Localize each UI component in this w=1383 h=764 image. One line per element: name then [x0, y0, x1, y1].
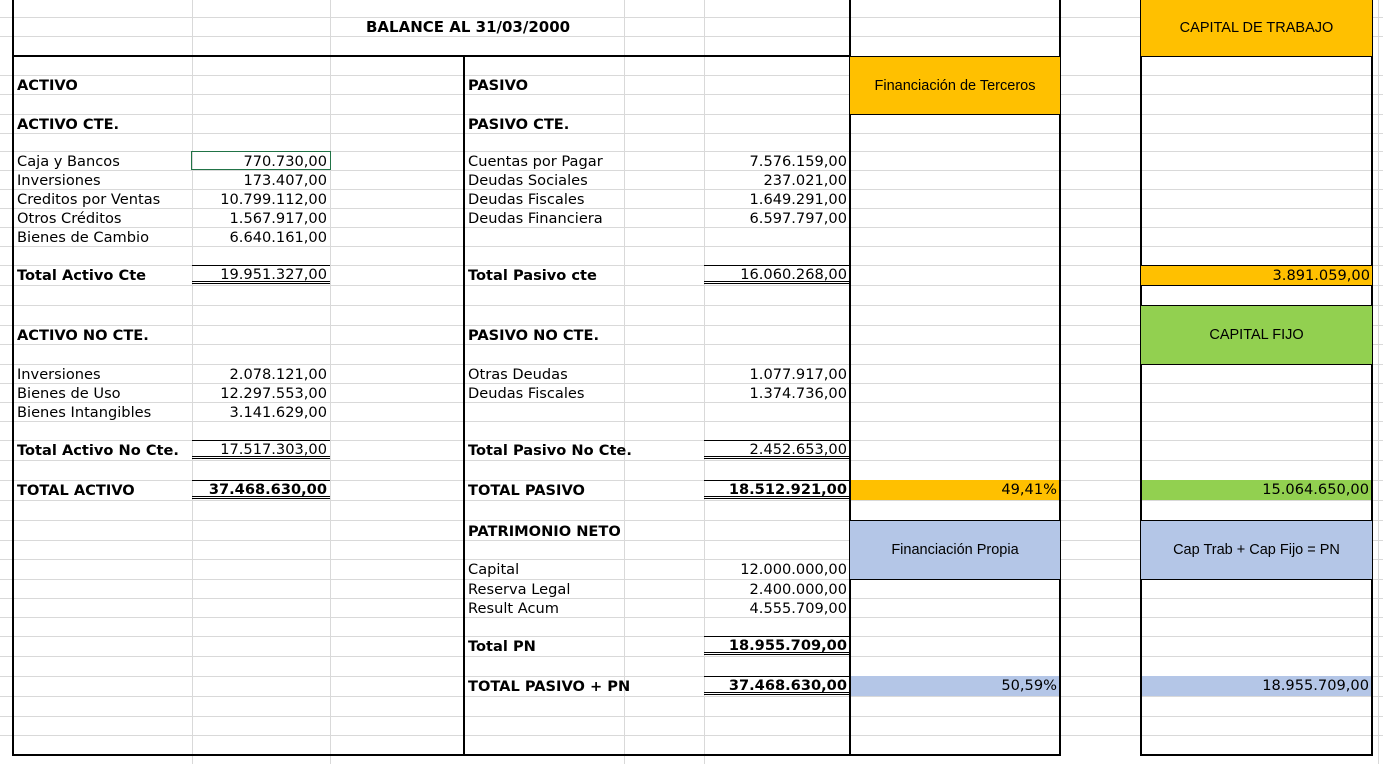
pasivo-cte-header: PASIVO CTE. [468, 116, 570, 133]
activo-cte-value: 10.799.112,00 [220, 191, 327, 208]
pasivo-cte-value: 237.021,00 [763, 172, 847, 189]
total-pasivo-nocte-value: 2.452.653,00 [704, 440, 849, 459]
activo-cte-label: Inversiones [17, 172, 101, 189]
pn-label: Capital [468, 561, 520, 578]
pasivo-nocte-header: PASIVO NO CTE. [468, 327, 599, 344]
total-pn-label: Total PN [468, 638, 536, 655]
pn-value: 4.555.709,00 [749, 600, 847, 617]
activo-cte-value-selected-cell[interactable]: 770.730,00 [191, 151, 331, 170]
pasivo-cte-label: Cuentas por Pagar [468, 153, 603, 170]
activo-nocte-value: 12.297.553,00 [220, 385, 327, 402]
total-pasivo-value: 18.512.921,00 [704, 480, 849, 499]
pasivo-nocte-value: 1.374.736,00 [749, 385, 847, 402]
financiacion-terceros-box: Financiación de Terceros [849, 56, 1061, 115]
total-pasivo-cte-value: 16.060.268,00 [704, 265, 849, 284]
total-activo-nocte-label: Total Activo No Cte. [17, 442, 179, 459]
activo-cte-value: 6.640.161,00 [229, 229, 327, 246]
activo-cte-value: 1.567.917,00 [229, 210, 327, 227]
border-left [12, 0, 14, 756]
pasivo-header: PASIVO [468, 77, 529, 94]
total-pn-value: 18.955.709,00 [704, 636, 849, 655]
activo-header: ACTIVO [17, 77, 78, 94]
financiacion-propia-box: Financiación Propia [849, 520, 1061, 580]
total-pasivo-pn-value: 37.468.630,00 [704, 676, 849, 695]
pasivo-nocte-value: 1.077.917,00 [749, 366, 847, 383]
capital-formula-box: Cap Trab + Cap Fijo = PN [1140, 520, 1373, 580]
financiacion-terceros-pct: 49,41% [851, 480, 1059, 500]
activo-cte-label: Creditos por Ventas [17, 191, 161, 208]
total-activo-cte-label: Total Activo Cte [17, 267, 147, 284]
pasivo-cte-label: Deudas Financiera [468, 210, 603, 227]
capital-trabajo-box: CAPITAL DE TRABAJO [1140, 0, 1373, 57]
total-pasivo-label: TOTAL PASIVO [468, 482, 585, 499]
border-bottom [12, 754, 851, 756]
page-title: BALANCE AL 31/03/2000 [366, 18, 571, 36]
total-pasivo-pn-label: TOTAL PASIVO + PN [468, 678, 631, 695]
financiacion-propia-pct: 50,59% [851, 676, 1059, 696]
total-pasivo-nocte-label: Total Pasivo No Cte. [468, 442, 632, 459]
pasivo-cte-value: 6.597.797,00 [749, 210, 847, 227]
total-pasivo-cte-label: Total Pasivo cte [468, 267, 597, 284]
activo-cte-value: 173.407,00 [243, 172, 327, 189]
pasivo-nocte-label: Deudas Fiscales [468, 385, 585, 402]
capital-fijo-value: 15.064.650,00 [1142, 480, 1371, 500]
total-activo-label: TOTAL ACTIVO [17, 482, 135, 499]
pasivo-cte-label: Deudas Sociales [468, 172, 588, 189]
capital-formula-value: 18.955.709,00 [1142, 676, 1371, 696]
activo-cte-label: Otros Créditos [17, 210, 122, 227]
total-activo-value: 37.468.630,00 [192, 480, 330, 499]
pn-header: PATRIMONIO NETO [468, 523, 621, 540]
pasivo-cte-label: Deudas Fiscales [468, 191, 585, 208]
total-activo-cte-value: 19.951.327,00 [192, 265, 330, 284]
pasivo-cte-value: 7.576.159,00 [749, 153, 847, 170]
pn-label: Reserva Legal [468, 581, 571, 598]
total-activo-nocte-value: 17.517.303,00 [192, 440, 330, 459]
activo-cte-header: ACTIVO CTE. [17, 116, 120, 133]
activo-nocte-label: Inversiones [17, 366, 101, 383]
activo-cte-label: Caja y Bancos [17, 153, 120, 170]
activo-nocte-label: Bienes de Uso [17, 385, 121, 402]
activo-nocte-value: 3.141.629,00 [229, 404, 327, 421]
activo-nocte-header: ACTIVO NO CTE. [17, 327, 149, 344]
border-header [12, 55, 851, 57]
capital-fijo-box: CAPITAL FIJO [1140, 305, 1373, 365]
pasivo-cte-value: 1.649.291,00 [749, 191, 847, 208]
activo-nocte-label: Bienes Intangibles [17, 404, 152, 421]
border-divider [463, 56, 465, 756]
pn-value: 2.400.000,00 [749, 581, 847, 598]
pn-value: 12.000.000,00 [740, 561, 847, 578]
activo-cte-label: Bienes de Cambio [17, 229, 149, 246]
capital-trabajo-value: 3.891.059,00 [1140, 265, 1373, 286]
pn-label: Result Acum [468, 600, 559, 617]
pasivo-nocte-label: Otras Deudas [468, 366, 568, 383]
activo-nocte-value: 2.078.121,00 [229, 366, 327, 383]
